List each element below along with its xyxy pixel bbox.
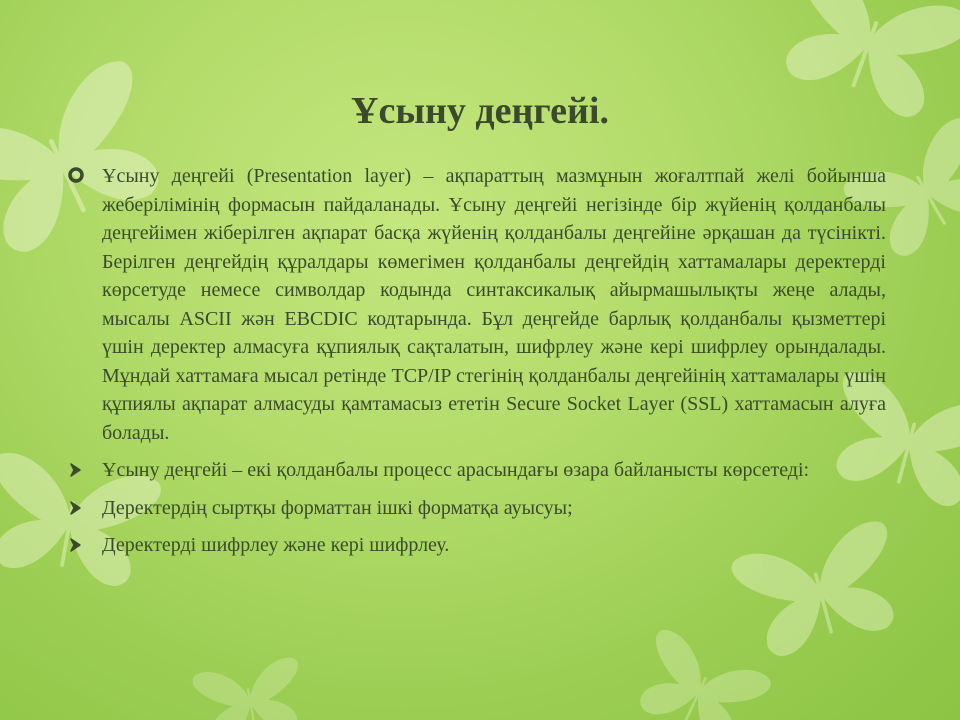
arrow-bullet-icon	[66, 531, 92, 559]
butterfly-shape	[626, 626, 774, 720]
list-item	[66, 494, 886, 523]
bullet-list	[66, 162, 886, 560]
list-item	[66, 162, 886, 447]
bullet-text: Ұсыну деңгейі – екі қолданбалы процесс арасындағы өзара байланысты көрсетеді:	[102, 459, 810, 481]
bullet-text: Деректердің сыртқы форматтан ішкі форматқа ауысуы;	[102, 496, 573, 519]
butterfly-shape	[191, 656, 309, 720]
circle-target-bullet-icon	[66, 162, 92, 190]
bullet-text: Деректерді шифрлеу және кері шифрлеу.	[102, 534, 450, 556]
list-item	[66, 456, 886, 485]
arrow-bullet-icon	[66, 494, 92, 522]
list-item	[66, 531, 886, 560]
slide-title: Ұсыну деңгейі.	[351, 90, 609, 132]
bullet-text: Ұсыну деңгейі (Presentation layer) – ақпараттың мазмұнын жоғалтпай желі бойынша жеберілімінің формасын пайдаланады. Ұсыну деңгейі негізінде бір жүйенің қолданбалы деңгейімен жіберілген ақпарат басқа жүйенің қолданбалы деңгейіне әрқашан да түсінікті. Берілген деңгейдің құралдары көмегімен қолданбалы деңгейдің хаттамалары деректерді көрсетуде немесе символдар кодында синтаксикалық айырмашылықты жеңе алады, мысалы ASCII жән EBCDIC кодтарында. Бұл деңгейде барлық қолданбалы қызметтері үшін деректер алмасуға құпиялық сақталатын, шифрлеу және кері шифрлеу орындалады. Мұндай хаттамаға мысал ретінде TCP/IP стегінің қолданбалы деңгейінің хаттамалары үшін құпиялы ақпарат алмасуды қамтамасыз ететін Secure Socket Layer (SSL) хаттамасын алуға болады.	[102, 165, 886, 444]
arrow-bullet-icon	[66, 456, 92, 484]
